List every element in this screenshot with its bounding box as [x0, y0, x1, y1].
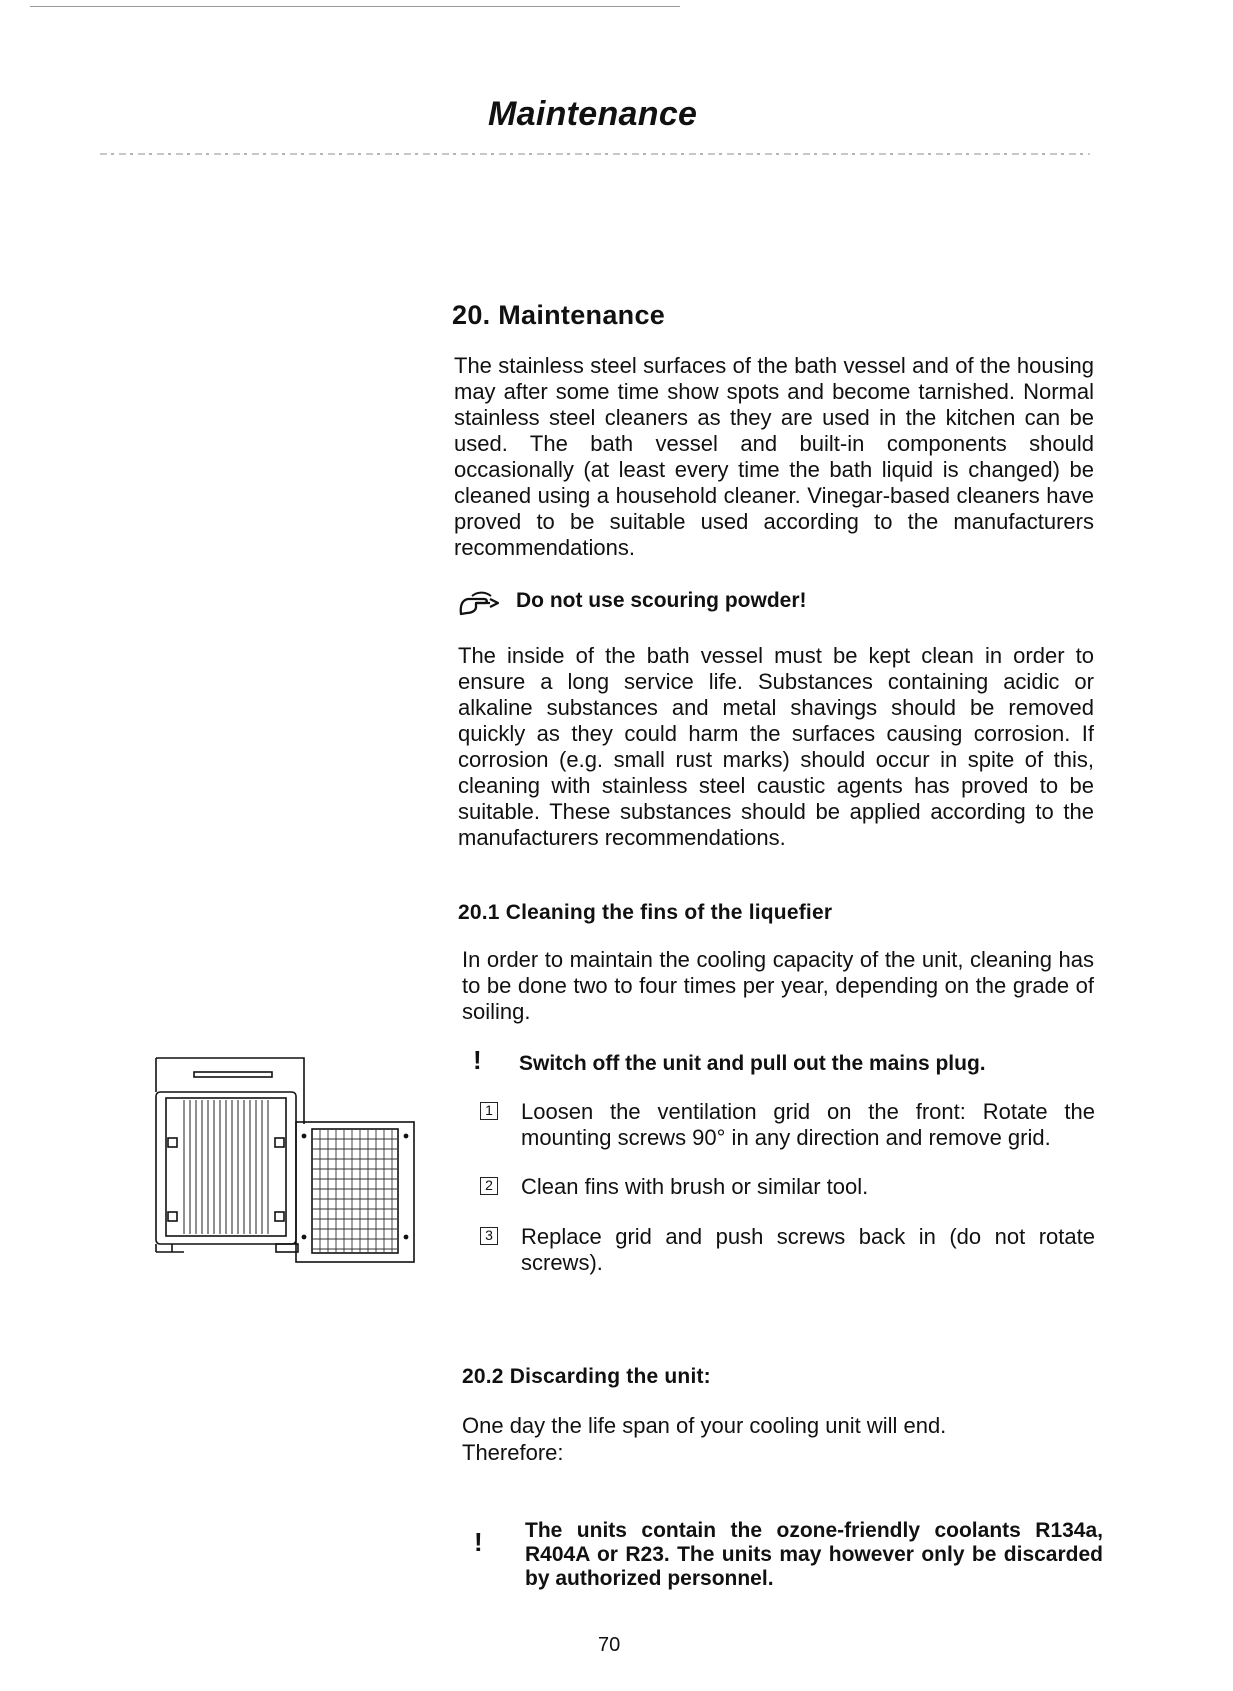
step-text-3: Replace grid and push screws back in (do not rotate screws).	[521, 1224, 1095, 1275]
section-paragraph-2: The inside of the bath vessel must be kept clean in order to ensure a long service life. Substances containing acidic or alkaline substances and metal shavings should be removed quickly as they could harm the surfaces causing corrosion. If corrosion (e.g. small rust marks) should occur in spite of this, cleaning with stainless steel caustic agents has proved to be suitable. These substances should be applied according to the manufacturers recommendations.	[458, 643, 1094, 850]
step-text-1: Loosen the ventilation grid on the front: Rotate the mounting screws 90° in any direction and remove grid.	[521, 1099, 1095, 1150]
section-paragraph-1: The stainless steel surfaces of the bath vessel and of the housing may after some time show spots and become tarnished. Normal stainless steel cleaners as they are used in the kitchen can be used. The bath vessel and built-in components should occasionally (at least every time the bath liquid is changed) be cleaned using a household cleaner. Vinegar-based cleaners have proved to be suitable used according to the manufacturers recommendations.	[454, 353, 1094, 560]
step-number-3: 3	[480, 1227, 498, 1245]
cleaning-fins-intro: In order to maintain the cooling capacity of the unit, cleaning has to be done two to four times per year, depending on the grade of soiling.	[462, 947, 1094, 1024]
switch-off-warning: Switch off the unit and pull out the mains plug.	[519, 1052, 986, 1075]
page-header-title: Maintenance	[488, 95, 698, 133]
page-number: 70	[598, 1634, 621, 1656]
step-number-2: 2	[480, 1177, 498, 1195]
scouring-powder-note: Do not use scouring powder!	[516, 589, 807, 612]
discarding-intro-line-1: One day the life span of your cooling unit will end.	[462, 1413, 947, 1438]
top-rule	[30, 6, 680, 7]
discarding-warning: The units contain the ozone-friendly coolants R134a, R404A or R23. The units may however only be discarded by authorized personnel.	[525, 1519, 1103, 1590]
discarding-warning-exclamation: !	[474, 1527, 483, 1557]
subsection-heading-discarding: 20.2 Discarding the unit:	[462, 1365, 711, 1388]
warning-exclamation: !	[473, 1045, 482, 1075]
section-heading: 20. Maintenance	[452, 300, 666, 330]
unit-with-ventilation-grid-illustration	[154, 1054, 416, 1266]
pointing-hand-icon	[458, 587, 508, 617]
step-number-1: 1	[480, 1102, 498, 1120]
discarding-intro-line-2: Therefore:	[462, 1440, 564, 1465]
subsection-heading-cleaning-fins: 20.1 Cleaning the fins of the liquefier	[458, 901, 833, 924]
step-text-2: Clean fins with brush or similar tool.	[521, 1174, 869, 1199]
header-divider	[100, 153, 1090, 155]
